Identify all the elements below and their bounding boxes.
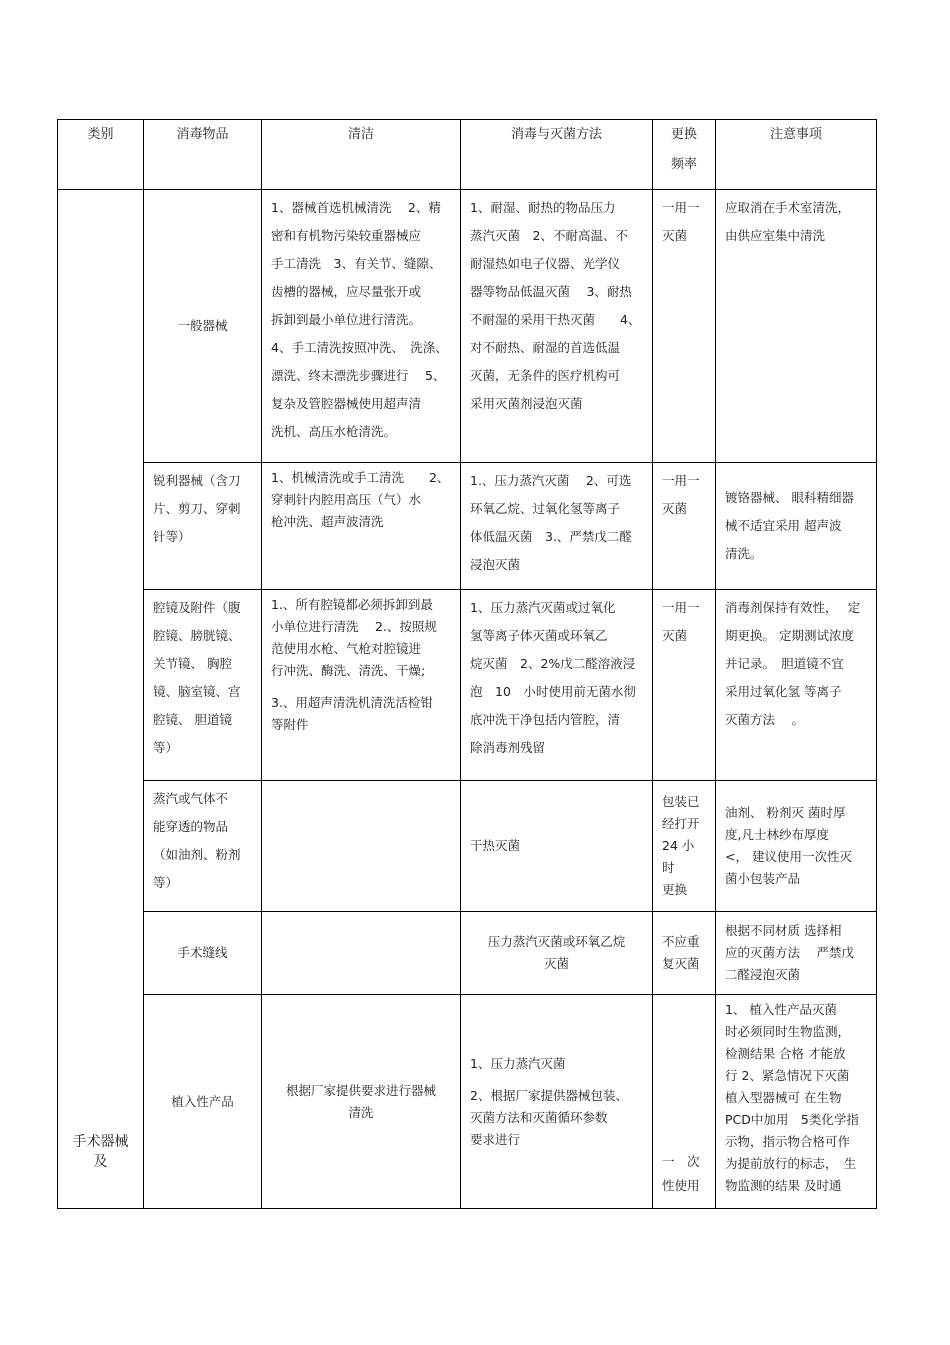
text-line: 为提前放行的标志， 生 xyxy=(725,1156,857,1171)
text-line: 清洗。 xyxy=(725,546,763,561)
text-line: <， 建议使用一次性灭 xyxy=(725,849,852,864)
text-line: 1.、压力蒸汽灭菌 2、可选 xyxy=(470,473,632,488)
text-line: 灭菌 xyxy=(662,628,688,643)
text-line: 腔镜及附件（腹 xyxy=(153,600,241,615)
table-row xyxy=(58,190,877,463)
text-line: 手工清洗 3、有关节、缝隙、 xyxy=(271,256,442,271)
notes-cell xyxy=(716,463,877,590)
text-line: 3.、用超声清洗机清洗活检钳 xyxy=(271,695,433,710)
text-line: 穿刺针内腔用高压（气）水 xyxy=(271,492,422,507)
category-cell xyxy=(58,190,144,1209)
text-line: 行冲洗、酶洗、清洗、干燥; xyxy=(271,663,426,678)
table-row xyxy=(58,995,877,1209)
text-line: 密和有机物污染较重器械应 xyxy=(271,228,422,243)
text-line: 范使用水枪、气枪对腔镜进 xyxy=(271,641,422,656)
text-line: 复灭菌 xyxy=(662,956,700,971)
text-line: 包装已 xyxy=(662,794,700,809)
item-cell: 手术缝线 xyxy=(144,912,262,995)
text-line: 物监测的结果 及时通 xyxy=(725,1178,842,1193)
text-line: 片、剪刀、穿刺 xyxy=(153,501,241,516)
category-label: 及 xyxy=(93,1154,108,1170)
item-cell xyxy=(144,590,262,781)
text-line: 泡 10 小时使用前无菌水彻 xyxy=(470,684,636,699)
text-line: 采用过氧化氢 等离子 xyxy=(725,684,842,699)
notes-cell xyxy=(716,781,877,912)
frequency-cell xyxy=(653,912,716,995)
cleaning-cell xyxy=(262,781,461,912)
table-row xyxy=(58,463,877,590)
frequency-cell xyxy=(653,781,716,912)
text-line: 压力蒸汽灭菌或环氧乙烷 xyxy=(487,934,626,949)
header-method: 消毒与灭菌方法 xyxy=(461,120,653,190)
text-line: 蒸汽灭菌 2、不耐高温、不 xyxy=(470,228,628,243)
text-line: 一用一 xyxy=(662,600,700,615)
text-line: 1、 植入性产品灭菌 xyxy=(725,1002,837,1017)
text-line: 更换 xyxy=(662,882,688,897)
text-line: 24 小时 xyxy=(662,838,695,875)
text-line: 根据不同材质 选择相 xyxy=(725,923,842,938)
frequency-cell xyxy=(653,590,716,781)
item-cell xyxy=(144,463,262,590)
header-row xyxy=(58,120,877,190)
cleaning-cell xyxy=(262,590,461,781)
text-line: 油剂、 粉剂灭 菌时厚 xyxy=(725,805,846,820)
text-line: 一用一 xyxy=(662,473,700,488)
text-line: 体低温灭菌 3.、严禁戊二醛 xyxy=(470,529,632,544)
text-line: 等） xyxy=(153,875,179,890)
text-line: 应的灭菌方法 严禁戊 xyxy=(725,945,854,960)
cleaning-cell xyxy=(262,995,461,1209)
text-line: 不应重 xyxy=(662,934,700,949)
text-line: 灭菌 xyxy=(543,956,569,971)
text-line: 底冲洗干净包括内管腔，清 xyxy=(470,712,621,727)
disinfection-table xyxy=(57,119,877,1209)
text-line: 灭菌方法和灭菌循环参数 xyxy=(470,1109,608,1125)
category-label: 手术器械 xyxy=(72,1134,129,1150)
text-line: 应取消在手术室清洗， xyxy=(725,200,851,215)
text-line: 镜、脑室镜、宫 xyxy=(153,684,241,699)
text-line: 时必须同时生物监测， xyxy=(725,1024,851,1039)
text-line: 针等） xyxy=(153,529,191,544)
text-line: 环氧乙烷、过氧化氢等离子 xyxy=(470,501,621,516)
text-line: 拆卸到最小单位进行清洗。 xyxy=(271,312,422,327)
notes-cell xyxy=(716,590,877,781)
text-line: 植入型器械可 在生物 xyxy=(725,1090,842,1105)
text-line: PCD中加用 5类化学指 xyxy=(725,1112,859,1127)
frequency-cell xyxy=(653,995,716,1209)
text-line: 枪冲洗、超声波清洗 xyxy=(271,514,384,529)
method-cell xyxy=(461,590,653,781)
text-line: 消毒剂保持有效性， 定 xyxy=(725,600,861,615)
header-notes: 注意事项 xyxy=(716,120,877,190)
text-line: 蒸汽或气体不 xyxy=(153,791,229,806)
text-line: （如油剂、粉剂 xyxy=(153,847,241,862)
text-line: 灭菌 xyxy=(662,228,688,243)
text-line: 除消毒剂残留 xyxy=(470,740,546,755)
text-line: 等） xyxy=(153,740,179,755)
text-line: 等附件 xyxy=(271,717,309,732)
text-line: 耐湿热如电子仪器、光学仪 xyxy=(470,256,621,271)
notes-cell xyxy=(716,912,877,995)
text-line: 关节镜、 胸腔 xyxy=(153,656,232,671)
text-line: 4、手工清洗按照冲洗、 洗涤、 xyxy=(271,340,448,355)
header-frequency-line: 频率 xyxy=(670,157,697,172)
text-line: 经打开 xyxy=(662,816,700,831)
cleaning-cell xyxy=(262,912,461,995)
text-line: 行 2、紧急情况下灭菌 xyxy=(725,1068,850,1083)
header-frequency-line: 更换 xyxy=(670,127,697,142)
item-cell xyxy=(144,781,262,912)
notes-cell xyxy=(716,190,877,463)
table-row xyxy=(58,912,877,995)
spacer xyxy=(271,682,451,692)
text-line: 腔镜、膀胱镜、 xyxy=(153,628,241,643)
text-line: 灭菌方法 。 xyxy=(725,712,804,727)
text-line: 二醛浸泡灭菌 xyxy=(725,967,801,982)
method-cell xyxy=(461,995,653,1209)
text-line: 浸泡灭菌 xyxy=(470,557,521,572)
table-row xyxy=(58,781,877,912)
method-cell xyxy=(461,912,653,995)
text-line: 齿槽的器械，应尽量张开或 xyxy=(271,284,422,299)
header-category: 类别 xyxy=(58,120,144,190)
text-line: 漂洗、终末漂洗步骤进行 5、 xyxy=(271,368,446,383)
item-cell: 植入性产品 xyxy=(144,995,262,1209)
text-line: 腔镜、 胆道镜 xyxy=(153,712,232,727)
text-line: 锐利器械（含刀 xyxy=(153,473,241,488)
text-line: 1、耐湿、耐热的物品压力 xyxy=(470,200,616,215)
text-line: 灭菌 xyxy=(662,501,688,516)
text-line: 1.、所有腔镜都必须拆卸到最 xyxy=(271,597,433,612)
text-line: 器等物品低温灭菌 3、耐热 xyxy=(470,284,632,299)
notes-cell xyxy=(716,995,877,1209)
text-line: 期更换。 定期测试浓度 xyxy=(725,628,854,643)
text-line: 采用灭菌剂浸泡灭菌 xyxy=(470,396,583,411)
text-line: 能穿透的物品 xyxy=(153,819,229,834)
cleaning-cell xyxy=(262,463,461,590)
method-cell: 干热灭菌 xyxy=(461,781,653,912)
text-line: 菌小包装产品 xyxy=(725,871,801,886)
text-line: 根据厂家提供要求进行器械 xyxy=(285,1082,436,1098)
text-line: 一 次 xyxy=(662,1154,700,1169)
text-line: 灭菌，无条件的医疗机构可 xyxy=(470,368,621,383)
header-frequency xyxy=(653,120,716,190)
header-cleaning: 清洁 xyxy=(262,120,461,190)
table-row xyxy=(58,590,877,781)
text-line: 小单位进行清洗 2.、按照规 xyxy=(271,619,437,634)
cleaning-cell xyxy=(262,190,461,463)
text-line: 1、机械清洗或手工清洗 2、 xyxy=(271,470,450,485)
text-line: 1、压力蒸汽灭菌 xyxy=(470,1055,566,1071)
method-cell xyxy=(461,190,653,463)
spacer xyxy=(470,1075,643,1085)
text-line: 氢等离子体灭菌或环氧乙 xyxy=(470,628,608,643)
text-line: 洗机、高压水枪清洗。 xyxy=(271,424,397,439)
method-cell xyxy=(461,463,653,590)
text-line: 度,凡士林纱布厚度 xyxy=(725,827,829,842)
text-line: 对不耐热、耐湿的首选低温 xyxy=(470,340,621,355)
frequency-cell xyxy=(653,190,716,463)
text-line: 械不适宜采用 超声波 xyxy=(725,518,842,533)
item-cell: 一般器械 xyxy=(144,190,262,463)
text-line: 2、根据厂家提供器械包装、 xyxy=(470,1087,628,1103)
text-line: 1、器械首选机械清洗 2、精 xyxy=(271,200,441,215)
text-line: 烷灭菌 2、2%戊二醛溶液浸 xyxy=(470,656,636,671)
text-line: 复杂及管腔器械使用超声清 xyxy=(271,396,422,411)
text-line: 1、压力蒸汽灭菌或过氧化 xyxy=(470,600,616,615)
header-item: 消毒物品 xyxy=(144,120,262,190)
text-line: 检测结果 合格 才能放 xyxy=(725,1046,846,1061)
text-line: 由供应室集中清洗 xyxy=(725,228,826,243)
text-line: 清洗 xyxy=(348,1104,374,1120)
frequency-cell xyxy=(653,463,716,590)
text-line: 镀铬器械、 眼科精细器 xyxy=(725,490,854,505)
text-line: 要求进行 xyxy=(470,1131,521,1147)
text-line: 性使用 xyxy=(662,1178,700,1193)
text-line: 并记录。 胆道镜不宜 xyxy=(725,656,844,671)
text-line: 不耐湿的采用干热灭菌 4、 xyxy=(470,312,641,327)
text-line: 一用一 xyxy=(662,200,700,215)
text-line: 示物，指示物合格可作 xyxy=(725,1134,851,1149)
